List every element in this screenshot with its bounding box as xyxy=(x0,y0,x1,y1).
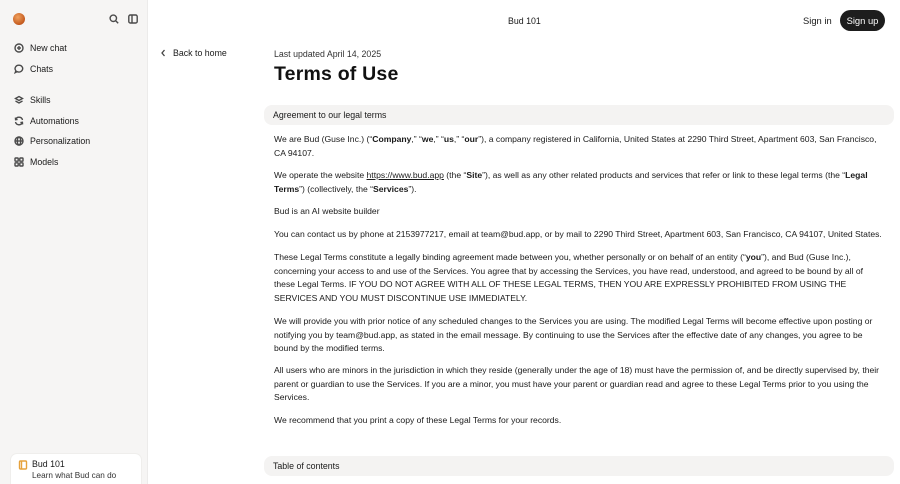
text-span: We are Bud (Guse Inc.) (“ xyxy=(274,134,373,144)
text-span: (the “ xyxy=(443,170,467,180)
header-title: Bud 101 xyxy=(508,16,541,26)
text-span: ,” “ xyxy=(433,134,444,144)
sidebar-item-personalization[interactable] xyxy=(0,131,147,152)
section-title: Table of contents xyxy=(273,461,340,471)
text-span: ,” “ xyxy=(411,134,422,144)
website-link[interactable]: https://www.bud.app xyxy=(366,170,444,180)
back-link-label: Back to home xyxy=(173,48,227,58)
sidebar-item-models[interactable] xyxy=(0,152,147,173)
globe-icon xyxy=(14,136,24,146)
chevron-left-icon xyxy=(160,49,167,57)
term-site: Site xyxy=(466,170,483,180)
search-icon[interactable] xyxy=(109,14,119,24)
sidebar-item-label: Skills xyxy=(30,95,51,106)
paragraph-changes: We will provide you with prior notice of any scheduled changes to the Services you are using. The modified Legal Terms will become effective upon posting or notifying you by team@bud.app, as stated in the email message. By continuing to use the Services after the effective date of any changes, you agree to be bound by the modified terms. xyxy=(274,316,873,353)
paragraph-about: Bud is an AI website builder xyxy=(274,206,380,216)
paragraph-website xyxy=(274,169,884,196)
last-updated: Last updated April 14, 2025 xyxy=(274,49,382,59)
sidebar-item-label: New chat xyxy=(30,43,67,54)
sidebar-item-chats[interactable] xyxy=(0,59,147,80)
term-services: Services xyxy=(373,183,409,194)
sidebar-item-label: Personalization xyxy=(30,136,91,147)
text-span: We operate the website xyxy=(274,170,367,180)
sign-in-link[interactable]: Sign in xyxy=(803,15,832,26)
sidebar-item-label: Models xyxy=(30,156,59,167)
paragraph-agreement xyxy=(274,251,884,305)
text-span: ”), and Bud (Guse Inc.), concerning your access to and use of the Services. You agree that by accessing the Services, you have read, understood, and agreed to be bound by all of these Legal Terms. IF YOU DO NOT AGREE WITH ALL OF THESE LEGAL TERMS, THEN YOU ARE EXPRESSLY PROHIBITED FROM USING THE SERVICES AND YOU MUST DISCONTINUE USE IMMEDIATELY. xyxy=(274,252,864,303)
book-icon xyxy=(18,460,28,470)
paragraph-print: We recommend that you print a copy of these Legal Terms for your records. xyxy=(274,415,562,425)
term-we: we xyxy=(421,134,434,144)
card-title: Bud 101 xyxy=(32,459,65,469)
term-our: our xyxy=(464,134,479,144)
sidebar-nav xyxy=(0,38,147,172)
text-span: ”), a company registered in California, United States at 2290 Third Street, Apartment 603, San Francisco, CA 94107. xyxy=(274,134,877,158)
sidebar xyxy=(0,0,148,484)
sidebar-header xyxy=(0,0,147,38)
section-header-agreement[interactable] xyxy=(264,105,894,125)
section-header-toc[interactable] xyxy=(264,456,894,476)
term-legal-terms: Legal Terms xyxy=(274,170,868,194)
nav-spacer xyxy=(0,79,147,90)
automations-icon xyxy=(14,116,24,126)
sidebar-item-label: Chats xyxy=(30,63,53,74)
text-span: ”), as well as any other related products and services that refer or link to these legal terms (the “ xyxy=(482,170,846,180)
card-subtitle: Learn what Bud can do xyxy=(32,471,117,480)
bud-logo-icon[interactable] xyxy=(13,13,25,25)
paragraph-minors: All users who are minors in the jurisdiction in which they reside (generally under the age of 18) must have the permission of, and be directly supervised by, their parent or guardian to use the Services. If you are a minor, you must have your parent or guardian read and agree to these Legal Terms prior to you using the Services. xyxy=(274,365,880,402)
paragraph-contact: You can contact us by phone at 2153977217, email at team@bud.app, or by mail to 2290 Third Street, Apartment 603, San Francisco, CA 94107, United States. xyxy=(274,229,882,239)
section-title: Agreement to our legal terms xyxy=(273,110,387,120)
term-company: Company xyxy=(372,134,412,144)
grid-icon xyxy=(14,157,24,167)
text-span: These Legal Terms constitute a legally binding agreement made between you, whether personally or on behalf of an entity (“ xyxy=(274,252,746,262)
sidebar-item-automations[interactable] xyxy=(0,111,147,132)
paragraph-company xyxy=(274,133,884,160)
bud-101-card[interactable] xyxy=(11,454,141,484)
back-to-home-link[interactable] xyxy=(160,48,227,58)
chat-bubble-icon xyxy=(14,64,24,74)
skills-icon xyxy=(14,95,24,105)
term-us: us xyxy=(443,134,454,144)
sidebar-item-new-chat[interactable] xyxy=(0,38,147,59)
plus-circle-icon xyxy=(14,43,24,53)
page-title: Terms of Use xyxy=(274,63,399,85)
sidebar-item-label: Automations xyxy=(30,115,79,126)
sign-up-button[interactable]: Sign up xyxy=(840,10,885,31)
text-span: ”). xyxy=(408,183,417,194)
sidebar-toggle-icon[interactable] xyxy=(128,14,138,24)
text-span: ,” “ xyxy=(453,134,465,144)
sidebar-item-skills[interactable] xyxy=(0,90,147,111)
term-you: you xyxy=(745,252,762,262)
text-span: ”) (collectively, the “ xyxy=(299,183,374,194)
